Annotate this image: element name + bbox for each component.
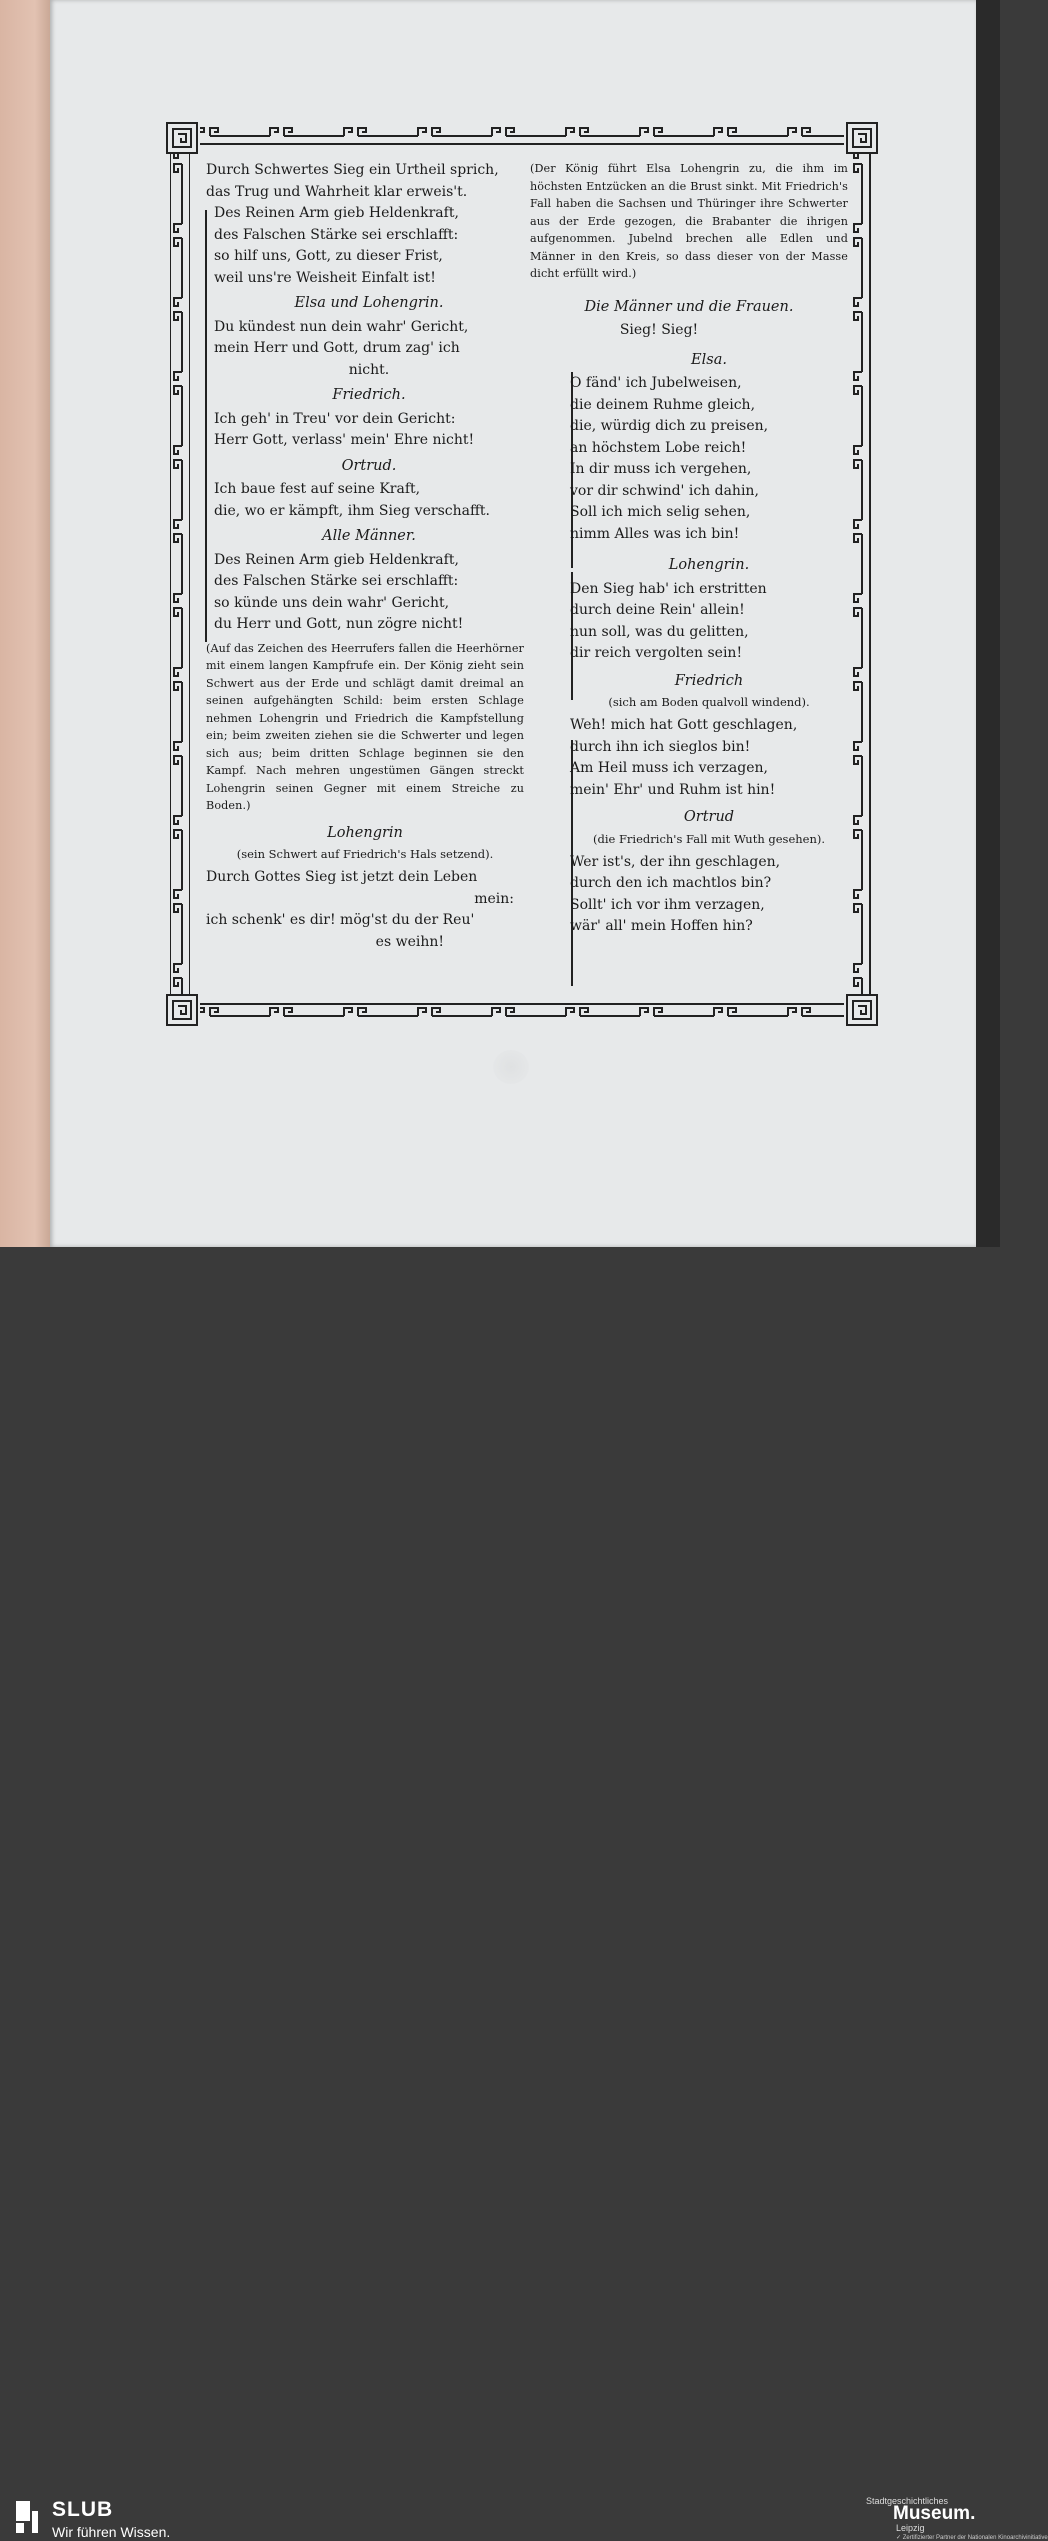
verse-line: die, würdig dich zu preisen, bbox=[570, 418, 769, 434]
verse-line: mein Herr und Gott, drum zag' ich bbox=[214, 340, 460, 356]
right-column bbox=[530, 160, 848, 938]
verse-line: du Herr und Gott, nun zögre nicht! bbox=[214, 616, 464, 632]
verse-line: nun soll, was du gelitten, bbox=[570, 623, 749, 640]
speaker-name: Alle Männer. bbox=[322, 528, 416, 544]
verse-line: es weihn! bbox=[375, 933, 444, 950]
verse-line: Herr Gott, verlass' mein' Ehre nicht! bbox=[214, 432, 475, 448]
verse-line: durch deine Rein' allein! bbox=[570, 602, 745, 618]
speaker-name: Die Männer und die Frauen. bbox=[584, 298, 794, 315]
verse-line: Den Sieg hab' ich erstritten bbox=[570, 580, 767, 597]
verse-line: des Falschen Stärke sei erschlafft: bbox=[214, 573, 459, 589]
verse-line: Ich baue fest auf seine Kraft, bbox=[214, 481, 421, 497]
verse-line: Des Reinen Arm gieb Heldenkraft, bbox=[214, 205, 459, 221]
verse-line: die deinem Ruhme gleich, bbox=[570, 396, 756, 413]
verse-line: wär' all' mein Hoffen hin? bbox=[570, 918, 753, 934]
speaker-name: Ortrud. bbox=[341, 457, 397, 474]
museum-label: Stadtgeschichtliches bbox=[866, 2496, 949, 2506]
stage-direction: (die Friedrich's Fall mit Wuth gesehen). bbox=[592, 831, 826, 846]
museum-city: Leipzig bbox=[896, 2523, 925, 2533]
verse-line: ich schenk' es dir! mög'st du der Reu' bbox=[206, 912, 475, 928]
verse-line: Des Reinen Arm gieb Heldenkraft, bbox=[214, 551, 459, 568]
verse-block bbox=[530, 350, 848, 938]
museum-logo-text[interactable]: Museum. bbox=[893, 2503, 976, 2524]
verse-line: so künde uns dein wahr' Gericht, bbox=[214, 594, 450, 611]
slub-logo-icon[interactable] bbox=[16, 2501, 38, 2533]
stage-direction: (Auf das Zeichen des Heerrufers fallen die Heerhörner mit einem langen Kampfrufe ein. Der König zieht sein Schwert aus der Erde und schlägt damit dreimal an seinen aufgehängten Schild: beim ersten Schlage nehmen Lohengrin und Friedrich die Kampfstellung ein; beim zweiten ziehen sie die Schwerter und legen sich aus; beim dritten Schlage beginnen sie den Kampf. Nach mehren ungestümen Gängen streckt Lohengrin seinen Gegner mit einem Streiche zu Boden.) bbox=[206, 641, 524, 812]
verse-line: so hilf uns, Gott, zu dieser Frist, bbox=[214, 248, 443, 264]
museum-partner-note: ✓ Zertifizierter Partner der Nationalen Kinoarchivinitiative bbox=[896, 2535, 1048, 2541]
verse-line: O fänd' ich Jubelweisen, bbox=[570, 375, 742, 391]
verse-line: Du kündest nun dein wahr' Gericht, bbox=[214, 318, 469, 335]
verse-line: In dir muss ich vergehen, bbox=[570, 461, 752, 477]
verse-line: mein' Ehr' und Ruhm ist hin! bbox=[570, 781, 776, 798]
footer-bar bbox=[0, 1247, 1048, 2541]
scan-right-edge bbox=[976, 0, 1000, 1247]
verse-line: an höchstem Lobe reich! bbox=[570, 439, 747, 456]
verse-line: nimm Alles was ich bin! bbox=[570, 525, 740, 542]
chorus-block bbox=[206, 203, 524, 636]
verse-line: des Falschen Stärke sei erschlafft: bbox=[214, 226, 459, 243]
slub-logo-text[interactable]: SLUB bbox=[52, 2498, 114, 2521]
verse-line: mein: bbox=[474, 890, 514, 907]
verse-line: durch ihn ich sieglos bin! bbox=[570, 738, 751, 755]
left-column bbox=[206, 160, 524, 953]
stage-direction: (sein Schwert auf Friedrich's Hals setzend). bbox=[236, 847, 494, 861]
previous-page-edge bbox=[0, 0, 50, 1247]
slub-tagline: Wir führen Wissen. bbox=[52, 2524, 171, 2540]
verse-line: weil uns're Weisheit Einfalt ist! bbox=[214, 269, 436, 286]
speaker-name: Elsa. bbox=[691, 351, 727, 368]
speaker-name: Lohengrin bbox=[327, 824, 403, 841]
verse-line: Durch Gottes Sieg ist jetzt dein Leben bbox=[206, 869, 478, 885]
verse-line: Wer ist's, der ihn geschlagen, bbox=[570, 853, 781, 870]
speaker-name: Friedrich. bbox=[332, 387, 406, 403]
scanned-page-area bbox=[0, 0, 1000, 1247]
verse-line: dir reich vergolten sein! bbox=[570, 645, 743, 661]
verse-line: Weh! mich hat Gott geschlagen, bbox=[570, 717, 798, 733]
speaker-name: Elsa und Lohengrin. bbox=[294, 295, 444, 311]
verse-line: Am Heil muss ich verzagen, bbox=[570, 760, 768, 776]
stage-direction: (Der König führt Elsa Lohengrin zu, die ihm im höchsten Entzücken an die Brust sinkt. Mit Friedrich's Fall haben die Sachsen und Thüringer ihre Schwerter aus der Erde gezogen, die Brabanter die ihrigen aufgenommen. Jubelnd brechen alle Edlen und Männer in den Kreis, so dass dieser von der Masse dicht erfüllt wird.) bbox=[530, 162, 848, 280]
paper-stain bbox=[493, 1050, 529, 1084]
verse-line: Sollt' ich vor ihm verzagen, bbox=[570, 896, 765, 913]
verse-line: nicht. bbox=[348, 361, 390, 378]
verse-line: das Trug und Wahrheit klar erweis't. bbox=[206, 183, 468, 200]
stage-direction: (sich am Boden qualvoll windend). bbox=[608, 695, 810, 709]
verse-line: Soll ich mich selig sehen, bbox=[570, 504, 751, 520]
verse-line: die, wo er kämpft, ihm Sieg verschafft. bbox=[214, 502, 490, 519]
verse-line: vor dir schwind' ich dahin, bbox=[570, 482, 759, 499]
speaker-name: Friedrich bbox=[674, 672, 744, 689]
verse-line: durch den ich machtlos bin? bbox=[570, 875, 772, 891]
verse-line: Ich geh' in Treu' vor dein Gericht: bbox=[214, 410, 456, 427]
verse-line: Sieg! Sieg! bbox=[619, 322, 699, 338]
brace-line bbox=[205, 210, 207, 642]
verse-line: Durch Schwertes Sieg ein Urtheil sprich, bbox=[206, 162, 499, 178]
speaker-name: Lohengrin. bbox=[668, 557, 750, 573]
speaker-name: Ortrud bbox=[683, 809, 735, 825]
